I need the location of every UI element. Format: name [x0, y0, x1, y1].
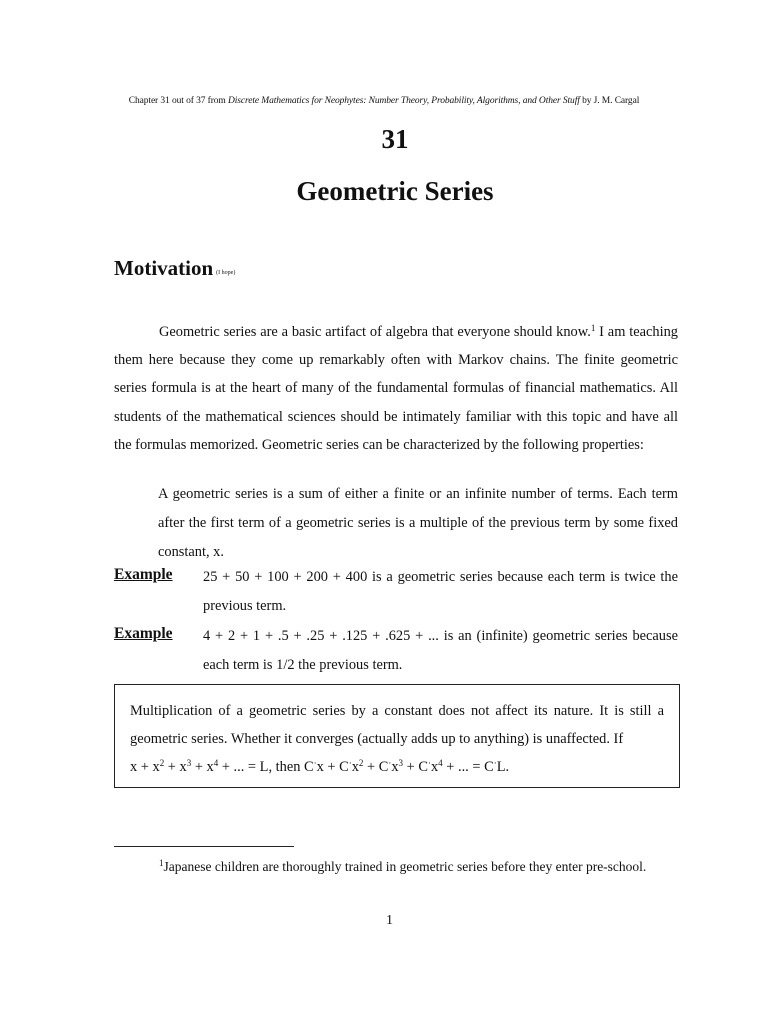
note-box [114, 684, 680, 788]
example-label: Example [114, 566, 173, 583]
example-label: Example [114, 625, 173, 642]
page-number: 1 [386, 913, 393, 928]
note-text: Multiplication of a geometric series by a constant does not affect its nature. It is still a geometric series. Whether it converges (actually adds up to anything) is unaffected. If [130, 703, 664, 747]
book-title: Discrete Mathematics for Neophytes: Number Theory, Probability, Algorithms, and Other Stuff [228, 96, 580, 106]
footnote-mark: 1 [159, 858, 164, 868]
example-text: 25 + 50 + 100 + 200 + 400 is a geometric series because each term is twice the previous term. [203, 569, 678, 614]
section-title: Motivation [114, 256, 214, 280]
note-formula: $x + x^2 + x^3 + x^4$ + ... = L, then $C^\cdot x + C^\cdot x^2 + C^\cdot x^3 + C^\cdot x^4$ + ... = C·L. [130, 758, 510, 775]
intro-text-b: I am teaching them here because they come up remarkably often with Markov chains. The finite geometric series formula is at the heart of many of the fundamental formulas of financial mathematics. All students of the mathematical sciences should be intimately familiar with this topic and have all the formulas memorized. Geometric series can be characterized by the following properties: [114, 324, 678, 453]
header-prefix: Chapter 31 out of 37 from [128, 96, 228, 106]
footnote-divider [114, 846, 294, 847]
running-header [0, 96, 768, 106]
footnote-reference[interactable]: 1 [590, 323, 596, 333]
footnote-text: Japanese children are thoroughly trained in geometric series before they enter pre-school. [163, 859, 647, 874]
footnote [114, 856, 678, 878]
chapter-title: Geometric Series [296, 176, 494, 206]
intro-text-a: Geometric series are a basic artifact of algebra that everyone should know. [159, 324, 591, 340]
header-suffix: by J. M. Cargal [579, 96, 640, 106]
properties-paragraph: A geometric series is a sum of either a finite or an infinite number of terms. Each term after the first term of a geometric series is a multiple of the previous term by some fixed constant, x. [158, 486, 678, 560]
intro-paragraph [114, 318, 678, 459]
section-heading [114, 256, 235, 281]
chapter-number: 31 [381, 124, 409, 154]
section-aside: (I hope) [216, 270, 236, 276]
example-text: 4 + 2 + 1 + .5 + .25 + .125 + .625 + ... is an (infinite) geometric series because each term is 1/2 the previous term. [203, 628, 678, 673]
